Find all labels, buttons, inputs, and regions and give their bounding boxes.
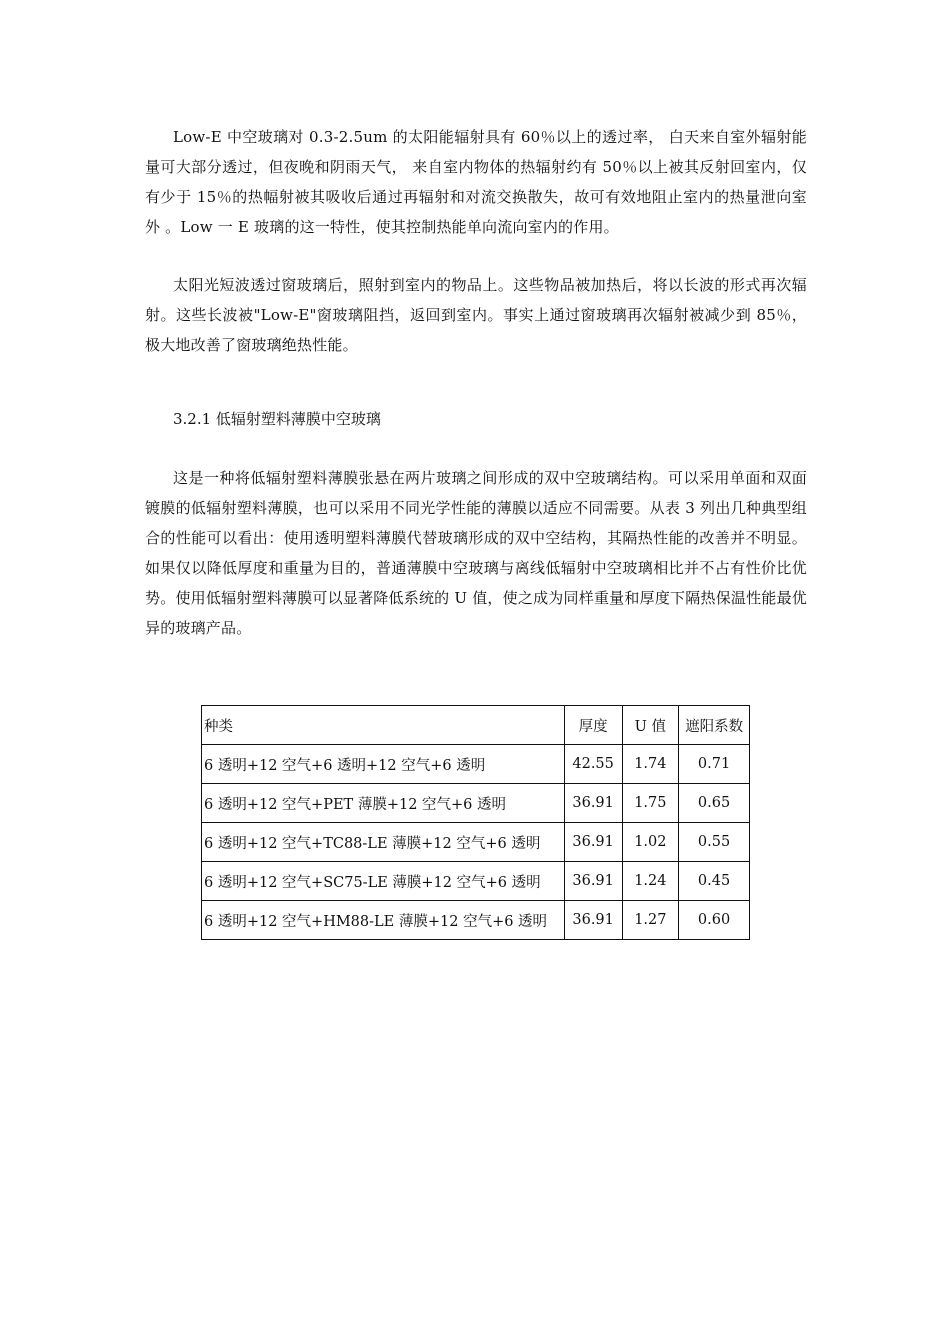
- cell-shading-coefficient: 0.71: [679, 745, 750, 784]
- cell-type: 6 透明+12 空气+TC88-LE 薄膜+12 空气+6 透明: [202, 823, 565, 862]
- cell-u-value: 1.74: [622, 745, 679, 784]
- cell-shading-coefficient: 0.65: [679, 784, 750, 823]
- paragraph-plastic-film-glass: 这是一种将低辐射塑料薄膜张悬在两片玻璃之间形成的双中空玻璃结构。可以采用单面和双面镀膜的低辐射塑料薄膜，也可以采用不同光学性能的薄膜以适应不同需要。从表 3 列出几种典型组合的性能可以看出：使用透明塑料薄膜代替玻璃形成的双中空结构，其隔热性能的改善并不明显。如果仅以降低厚度和重量为目的，普通薄膜中空玻璃与离线低辐射中空玻璃相比并不占有性价比优势。使用低辐射塑料薄膜可以显著降低系统的 U 值，使之成为同样重量和厚度下隔热保温性能最优异的玻璃产品。: [145, 469, 807, 637]
- cell-shading-coefficient: 0.45: [679, 862, 750, 901]
- cell-u-value: 1.75: [622, 784, 679, 823]
- cell-u-value: 1.24: [622, 862, 679, 901]
- header-thickness: 厚度: [564, 706, 622, 745]
- cell-thickness: 36.91: [564, 784, 622, 823]
- cell-type: 6 透明+12 空气+PET 薄膜+12 空气+6 透明: [202, 784, 565, 823]
- cell-type: 6 透明+12 空气+HM88-LE 薄膜+12 空气+6 透明: [202, 901, 565, 940]
- cell-thickness: 36.91: [564, 862, 622, 901]
- cell-type: 6 透明+12 空气+6 透明+12 空气+6 透明: [202, 745, 565, 784]
- cell-u-value: 1.02: [622, 823, 679, 862]
- performance-table: [201, 705, 750, 940]
- table-row: [202, 901, 750, 940]
- paragraph-low-e-transmittance: Low-E 中空玻璃对 0.3-2.5um 的太阳能辐射具有 60％以上的透过率， 白天来自室外辐射能量可大部分透过，但夜晚和阴雨天气， 来自室内物体的热辐射约有 50％以上被其反射回室内，仅有少于 15％的热幅射被其吸收后通过再辐射和对流交换散失，故可有效地阻止室内的热量泄向室外 。Low 一 E 玻璃的这一特性，使其控制热能单向流向室内的作用。: [145, 128, 807, 236]
- header-type: 种类: [202, 706, 565, 745]
- table-row: [202, 862, 750, 901]
- header-shading-coefficient: 遮阳系数: [679, 706, 750, 745]
- cell-thickness: 42.55: [564, 745, 622, 784]
- cell-thickness: 36.91: [564, 823, 622, 862]
- table-row: [202, 745, 750, 784]
- cell-type: 6 透明+12 空气+SC75-LE 薄膜+12 空气+6 透明: [202, 862, 565, 901]
- header-u-value: U 值: [622, 706, 679, 745]
- cell-shading-coefficient: 0.60: [679, 901, 750, 940]
- table-row: [202, 784, 750, 823]
- cell-shading-coefficient: 0.55: [679, 823, 750, 862]
- cell-u-value: 1.27: [622, 901, 679, 940]
- cell-thickness: 36.91: [564, 901, 622, 940]
- table-header-row: [202, 706, 750, 745]
- section-heading: 3.2.1 低辐射塑料薄膜中空玻璃: [173, 410, 381, 428]
- paragraph-longwave-radiation: 太阳光短波透过窗玻璃后，照射到室内的物品上。这些物品被加热后，将以长波的形式再次辐射。这些长波被"Low-E"窗玻璃阻挡，返回到室内。事实上通过窗玻璃再次辐射被减少到 85％，极大地改善了窗玻璃绝热性能。: [145, 276, 807, 354]
- table-row: [202, 823, 750, 862]
